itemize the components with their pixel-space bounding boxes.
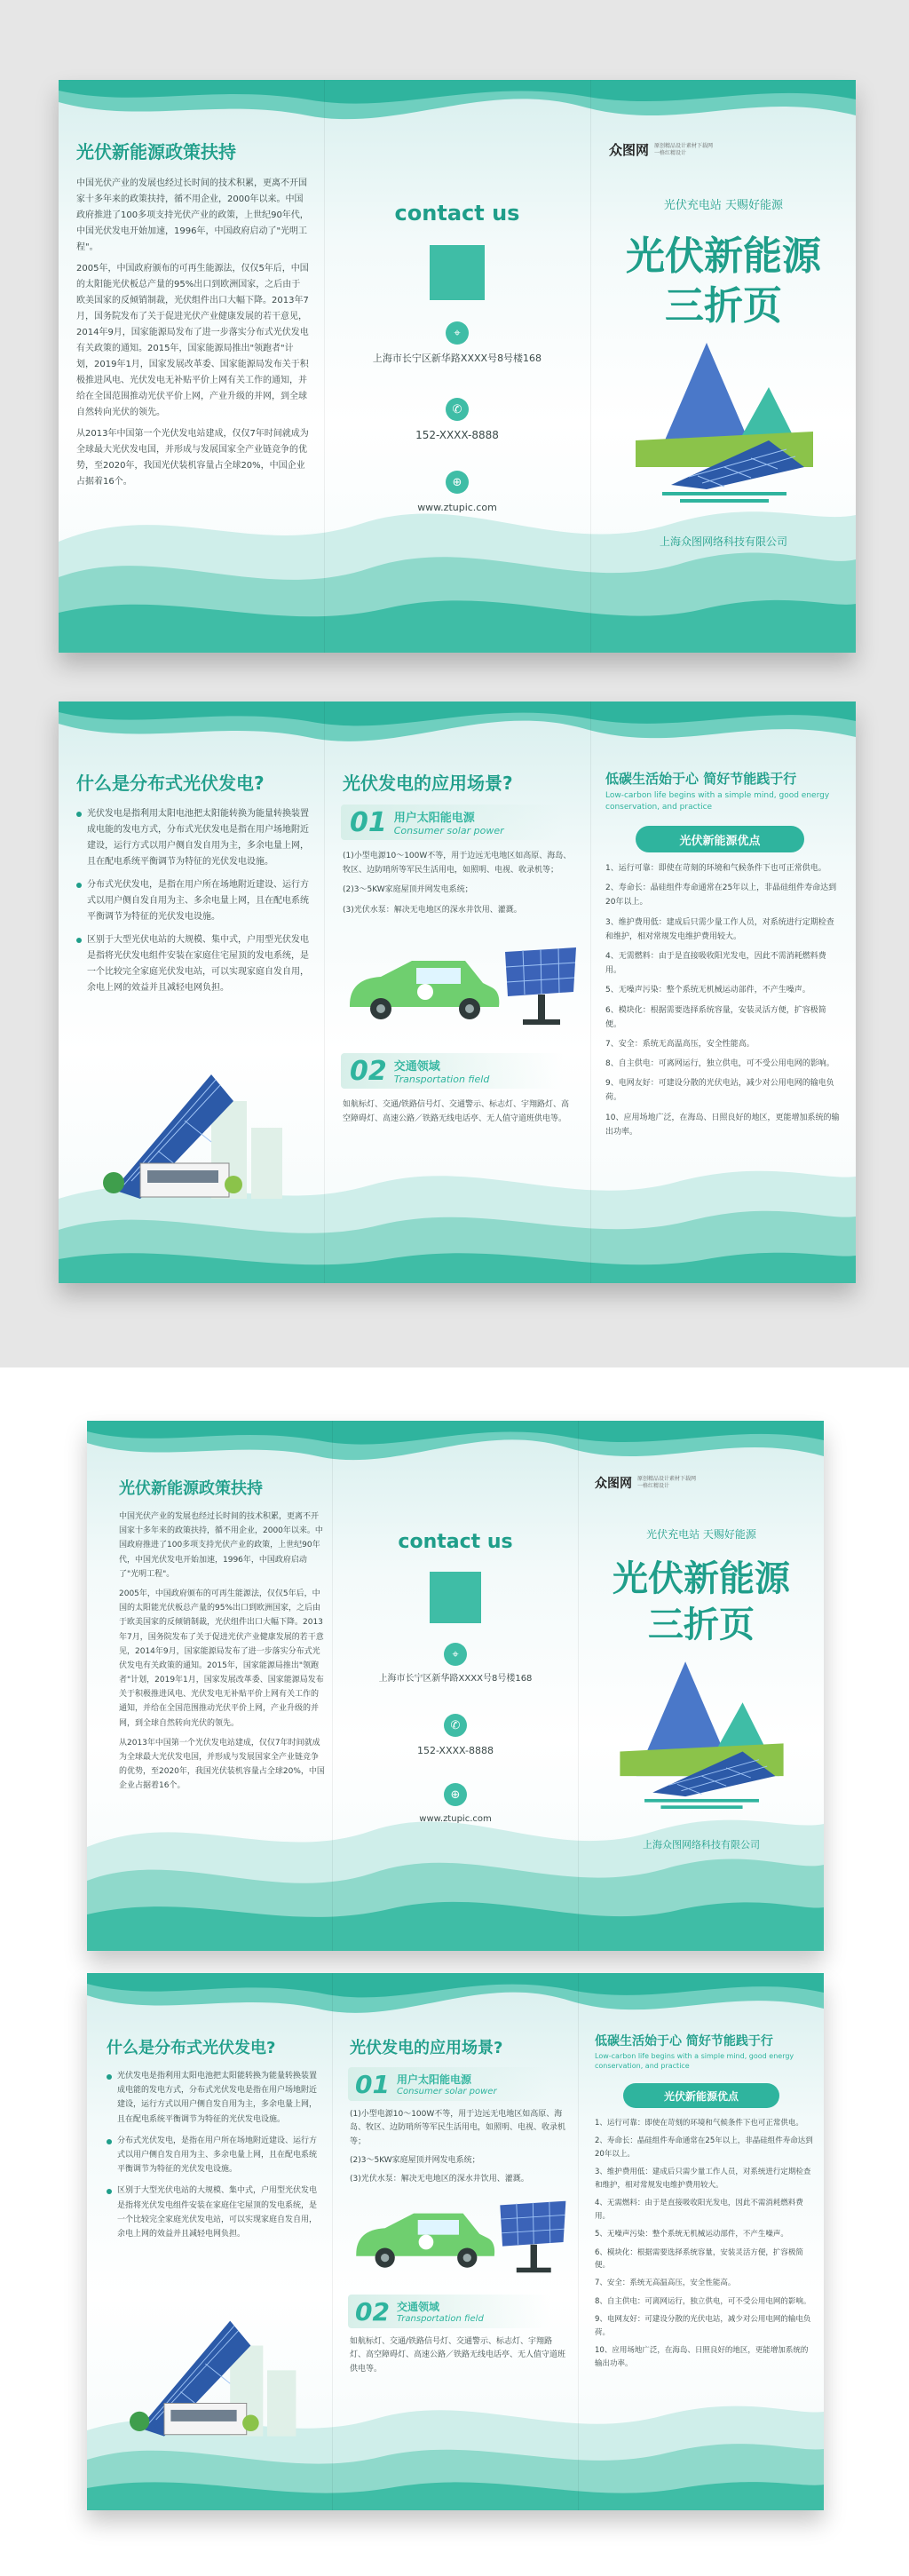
contact-title: contact us — [394, 201, 520, 226]
solar-mountain-illustration — [636, 334, 813, 503]
address-text: 上海市长宁区新华路XXXX号8号楼168 — [372, 353, 542, 364]
list-item: 2、寿命长：晶硅组件寿命通常在25年以上，非晶硅组件寿命达到20年以上。 — [595, 2136, 813, 2159]
list-item — [76, 932, 309, 996]
list-item: 7、安全：系统无高温高压，安全性能高。 — [595, 2279, 736, 2288]
list-item: 8、自主供电：可离网运行，独立供电，可不受公用电网的影响。 — [595, 2296, 811, 2306]
brochure-outside-sheet — [59, 80, 856, 653]
phone-icon: ✆ — [446, 398, 469, 421]
company-name: 上海众图网络科技有限公司 — [643, 1839, 760, 1851]
application-2-title-cn: 交通领域 — [396, 2301, 439, 2313]
solar-building-illustration — [107, 2312, 312, 2437]
application-2-number: 02 — [350, 1055, 387, 1087]
application-title: 光伏发电的应用场景? — [350, 2039, 503, 2057]
application-1-header — [348, 2067, 550, 2101]
advantages-list — [595, 2117, 813, 2375]
location-icon: ⌖ — [444, 1643, 467, 1666]
fold-line — [578, 1421, 579, 1951]
list-item: (2)3～5KW家庭屋顶并网发电系统； — [343, 885, 473, 895]
bullet-dot — [107, 2189, 112, 2194]
logo-mark: 众图网 — [595, 1477, 632, 1491]
application-title: 光伏发电的应用场景? — [343, 773, 513, 794]
list-item: (3)光伏水泵：解决无电地区的深水井饮用、灌溉。 — [343, 905, 522, 915]
policy-title: 光伏新能源政策扶持 — [119, 1479, 263, 1498]
distributed-pv-title: 什么是分布式光伏发电? — [107, 2039, 276, 2057]
contact-title: contact us — [398, 1531, 513, 1553]
ev-solar-illustration — [348, 2197, 570, 2287]
ev-solar-illustration — [341, 943, 581, 1041]
list-item-text: 区别于大型光伏电站的大规模、集中式，户用型光伏发电是指将光伏发电组件安装在家庭住宅屋顶的发电系统，是一个比较完全家庭光伏发电站，可以实现家庭自发自用，余电上网的效益并且减轻电网负担。 — [87, 935, 309, 993]
policy-paragraph: 从2013年中国第一个光伏发电站建成，仅仅7年时间就成为全球最大光伏发电国，并形成与发展国家全产业链竞争的优势，至2020年，我国光伏装机容量占全球20%，中国企业占据着16个。 — [76, 429, 309, 487]
globe-icon: ⊕ — [446, 471, 469, 494]
list-item: 2、寿命长：晶硅组件寿命通常在25年以上，非晶硅组件寿命达到20年以上。 — [605, 884, 837, 908]
cover-title-line-1: 光伏新能源 — [613, 1558, 790, 1599]
application-1-list — [350, 2108, 566, 2192]
policy-title: 光伏新能源政策扶持 — [76, 141, 236, 162]
phone-text: 152-XXXX-8888 — [415, 429, 499, 441]
bullet-dot — [76, 883, 82, 888]
application-1-title-en: Consumer solar power — [396, 2087, 497, 2096]
logo-subtext — [637, 1476, 696, 1490]
application-2-text: 如航标灯、交通/铁路信号灯、交通警示、标志灯、宇翔路灯、高空障碍灯、高速公路／铁路无线电话亭、无人值守道班供电等。 — [350, 2337, 566, 2374]
cover-title-line-1: 光伏新能源 — [626, 234, 821, 279]
list-item-text: 分布式光伏发电，是指在用户所在场地附近建设、运行方式以用户侧自发自用为主、多余电量上网，且在配电系统平衡调节为特征的光伏发电设施。 — [87, 880, 309, 922]
policy-paragraph: 中国光伏产业的发展也经过长时间的技术积累，更离不开国家十多年来的政策扶持，循不用企业，2000年以来。中国政府推进了100多项支持光伏产业的政策，上世纪90年代，中国光伏发电开始加速，1996年，中国政府启动了"光明工程"。 — [119, 1512, 323, 1579]
cover-tagline: 光伏充电站 天赐好能源 — [663, 199, 784, 212]
list-item — [76, 806, 309, 870]
application-1-title-cn: 用户太阳能电源 — [396, 2073, 471, 2086]
distributed-pv-list — [76, 806, 309, 1003]
cover-tagline: 光伏充电站 天赐好能源 — [646, 1528, 756, 1541]
list-item: 3、维护费用低：建成后只需少量工作人员，对系统进行定期检查和维护，相对常规发电维护费用较大。 — [605, 917, 834, 941]
list-item-text: 区别于大型光伏电站的大规模、集中式，户用型光伏发电是指将光伏发电组件安装在家庭住宅屋顶的发电系统，是一个比较完全家庭光伏发电站，可以实现家庭自发自用，余电上网的效益并且减轻电网负担。 — [117, 2186, 318, 2239]
green-slogan: 低碳生活始于心 简好节能践于行 — [605, 771, 797, 787]
distributed-pv-list — [107, 2069, 320, 2248]
policy-paragraph: 从2013年中国第一个光伏发电站建成，仅仅7年时间就成为全球最大光伏发电国，并形成与发展国家全产业链竞争的优势，至2020年，我国光伏装机容量占全球20%，中国企业占据着16个。 — [119, 1738, 325, 1791]
list-item: 1、运行可靠：即使在苛刻的环境和气候条件下也可正常供电。 — [595, 2119, 803, 2128]
phone-text: 152-XXXX-8888 — [417, 1745, 494, 1756]
solar-building-illustration — [78, 1066, 300, 1199]
logo-subtext-line: 一格红精设计 — [654, 149, 687, 156]
list-item: (1)小型电源10～100W不等，用于边远无电地区如高原、海岛、牧区、边防哨所等军民生活用电，如照明、电视、收录机等； — [343, 852, 572, 876]
fold-line — [578, 1973, 579, 2510]
list-item: 6、模块化：根据需要选择系统容量，安装灵活方便，扩容极简便。 — [595, 2247, 803, 2270]
list-item: (3)光伏水泵：解决无电地区的深水井饮用、灌溉。 — [350, 2175, 529, 2184]
distributed-pv-title: 什么是分布式光伏发电? — [76, 773, 265, 794]
brochure-inside-sheet-flat — [87, 1973, 824, 2510]
qr-code-placeholder — [430, 1572, 481, 1623]
green-slogan-en: Low-carbon life begins with a simple mind, good energy conservation, and practice — [595, 2052, 794, 2071]
address-text: 上海市长宁区新华路XXXX号8号楼168 — [378, 1674, 533, 1684]
list-item: 1、运行可靠：即使在苛刻的环境和气候条件下也可正常供电。 — [605, 864, 826, 873]
application-1-number: 01 — [350, 806, 387, 838]
globe-icon: ⊕ — [444, 1783, 467, 1806]
brochure-inside-sheet — [59, 701, 856, 1283]
green-slogan-en: Low-carbon life begins with a simple mind, good energy conservation, and practice — [605, 791, 830, 812]
bullet-dot — [107, 2074, 112, 2080]
application-1-title-en: Consumer solar power — [393, 825, 504, 836]
list-item: 10、应用场地广泛，在海岛、日照良好的地区，更能增加系统的输出功率。 — [605, 1113, 840, 1137]
list-item: 9、电网友好：可建设分散的光伏电站，减少对公用电网的输电负荷。 — [595, 2315, 811, 2337]
bullet-dot — [76, 938, 82, 943]
logo-subtext — [654, 143, 713, 157]
application-1-title-cn: 用户太阳能电源 — [393, 812, 475, 825]
list-item: (2)3～5KW家庭屋顶并网发电系统； — [350, 2155, 480, 2165]
bullet-dot — [107, 2139, 112, 2144]
list-item: 4、无需燃料：由于是直接吸收阳光发电，因此不需消耗燃料费用。 — [605, 951, 826, 976]
application-1-number: 01 — [355, 2069, 390, 2099]
list-item: 3、维护费用低：建成后只需少量工作人员，对系统进行定期检查和维护，相对常规发电维护费用较大。 — [595, 2168, 811, 2190]
company-name: 上海众图网络科技有限公司 — [659, 535, 787, 548]
logo-subtext-line: 一格红精设计 — [637, 1483, 670, 1489]
website-text: www.ztupic.com — [417, 502, 497, 513]
advantages-tag: 光伏新能源优点 — [636, 826, 804, 852]
list-item: (1)小型电源10～100W不等，用于边远无电地区如高原、海岛、牧区、边防哨所等军民生活用电，如照明、电视、收录机等； — [350, 2110, 566, 2146]
list-item — [107, 2069, 320, 2127]
logo-subtext-line: 原创精品设计素材下载网 — [637, 1476, 697, 1483]
list-item: 6、模块化：根据需要选择系统容量，安装灵活方便，扩容极简便。 — [605, 1005, 826, 1029]
application-2-number: 02 — [355, 2296, 390, 2326]
list-item: 5、无噪声污染：整个系统无机械运动部件，不产生噪声。 — [605, 986, 810, 995]
qr-code-placeholder — [430, 245, 485, 300]
application-2-header — [348, 2295, 550, 2328]
list-item-text: 分布式光伏发电，是指在用户所在场地附近建设、运行方式以用户侧自发自用为主、多余电量上网，且在配电系统平衡调节为特征的光伏发电设施。 — [117, 2136, 318, 2175]
list-item — [107, 2184, 320, 2241]
policy-paragraph: 2005年，中国政府颁布的可再生能源法，仅仅5年后，中国的太阳能光伏板总产量的95%出口到欧洲国家，之后由于欧美国家的反倾销制裁，光伏组件出口大幅下降。2013年7月，国务院发布了关于促进光伏产业健康发展的若干意见，2014年9月，国家能源局发布了进一步落实分布式光伏发电有关政策的通知。2015年，国家能源局推出"领跑者"计划，2019年1月，国家发展改革委、国家能源局发布关于积极推进风电、光伏发电无补贴平价上网有关工作的通知，并给在全国范围推动光伏平价上网，产业升级的并网，到全球自然转向光伏的领先。 — [119, 1589, 324, 1728]
advantages-list — [605, 861, 840, 1145]
policy-text — [119, 1510, 325, 1799]
policy-paragraph: 2005年，中国政府颁布的可再生能源法，仅仅5年后，中国的太阳能光伏板总产量的95%出口到欧洲国家，之后由于欧美国家的反倾销制裁，光伏组件出口大幅下降。2013年7月，国务院发布了关于促进光伏产业健康发展的若干意见，2014年9月，国家能源局发布了进一步落实分布式光伏发电有关政策的通知。2015年，国家能源局推出"领跑者"计划，2019年1月，国家发展改革委、国家能源局发布关于积极推进风电、光伏发电无补贴平价上网有关工作的通知，并给在全国范围推动光伏平价上网，产业升级的并网，到全球自然转向光伏的领先。 — [76, 264, 309, 417]
list-item: 8、自主供电：可离网运行，独立供电，可不受公用电网的影响。 — [605, 1059, 834, 1069]
list-item: 9、电网友好：可建设分散的光伏电站，减少对公用电网的输电负荷。 — [605, 1079, 834, 1103]
list-item: 5、无噪声污染：整个系统无机械运动部件，不产生噪声。 — [595, 2230, 788, 2239]
list-item: 10、应用场地广泛，在海岛、日照良好的地区，更能增加系统的输出功率。 — [595, 2346, 809, 2368]
fold-line — [590, 701, 591, 1283]
application-2-title-cn: 交通领域 — [393, 1060, 440, 1074]
application-2-header — [341, 1053, 563, 1089]
list-item-text: 光伏发电是指利用太阳电池把太阳能转换为能量转换装置成电能的发电方式，分布式光伏发电是指在用户场地附近建设，运行方式以用户侧自发自用为主，多余电量上网，且在配电系统平衡调节为特征的光伏发电设施。 — [117, 2072, 318, 2124]
green-slogan: 低碳生活始于心 简好节能践于行 — [595, 2034, 773, 2049]
brochure-outside-sheet-flat — [87, 1421, 824, 1951]
location-icon: ⌖ — [446, 321, 469, 345]
application-2-text: 如航标灯、交通/铁路信号灯、交通警示、标志灯、宇翔路灯、高空障碍灯、高速公路／铁路无线电话亭、无人值守道班供电等。 — [343, 1100, 570, 1124]
logo-mark: 众图网 — [609, 142, 650, 158]
solar-mountain-illustration — [620, 1653, 784, 1809]
list-item: 4、无需燃料：由于是直接吸收阳光发电，因此不需消耗燃料费用。 — [595, 2199, 803, 2221]
cover-title-line-2: 三折页 — [648, 1605, 755, 1645]
fold-line — [324, 701, 325, 1283]
logo-subtext-line: 原创精品设计素材下载网 — [654, 142, 714, 149]
advantages-tag: 光伏新能源优点 — [623, 2083, 779, 2108]
application-1-header — [341, 805, 563, 840]
logo — [595, 1474, 696, 1492]
policy-text — [76, 176, 309, 495]
cover-title-line-2: 三折页 — [665, 283, 782, 329]
list-item — [107, 2134, 320, 2177]
website-text: www.ztupic.com — [419, 1814, 492, 1824]
fold-line — [590, 80, 591, 653]
application-2-title-en: Transportation field — [396, 2314, 484, 2324]
fold-line — [332, 1973, 333, 2510]
application-2-title-en: Transportation field — [393, 1074, 490, 1085]
application-1-list — [343, 849, 575, 923]
list-item: 7、安全：系统无高温高压，安全性能高。 — [605, 1039, 755, 1049]
bullet-dot — [76, 812, 82, 817]
logo — [609, 140, 713, 159]
phone-icon: ✆ — [444, 1714, 467, 1737]
policy-paragraph: 中国光伏产业的发展也经过长时间的技术积累，更离不开国家十多年来的政策扶持，循不用企业，2000年以来。中国政府推进了100多项支持光伏产业的政策，上世纪90年代，中国光伏发电开始加速，1996年，中国政府启动了"光明工程"。 — [76, 178, 309, 252]
list-item-text: 光伏发电是指利用太阳电池把太阳能转换为能量转换装置成电能的发电方式，分布式光伏发电是指在用户场地附近建设，运行方式以用户侧自发自用为主，多余电量上网，且在配电系统平衡调节为特征的光伏发电设施。 — [87, 809, 309, 867]
list-item — [76, 877, 309, 925]
